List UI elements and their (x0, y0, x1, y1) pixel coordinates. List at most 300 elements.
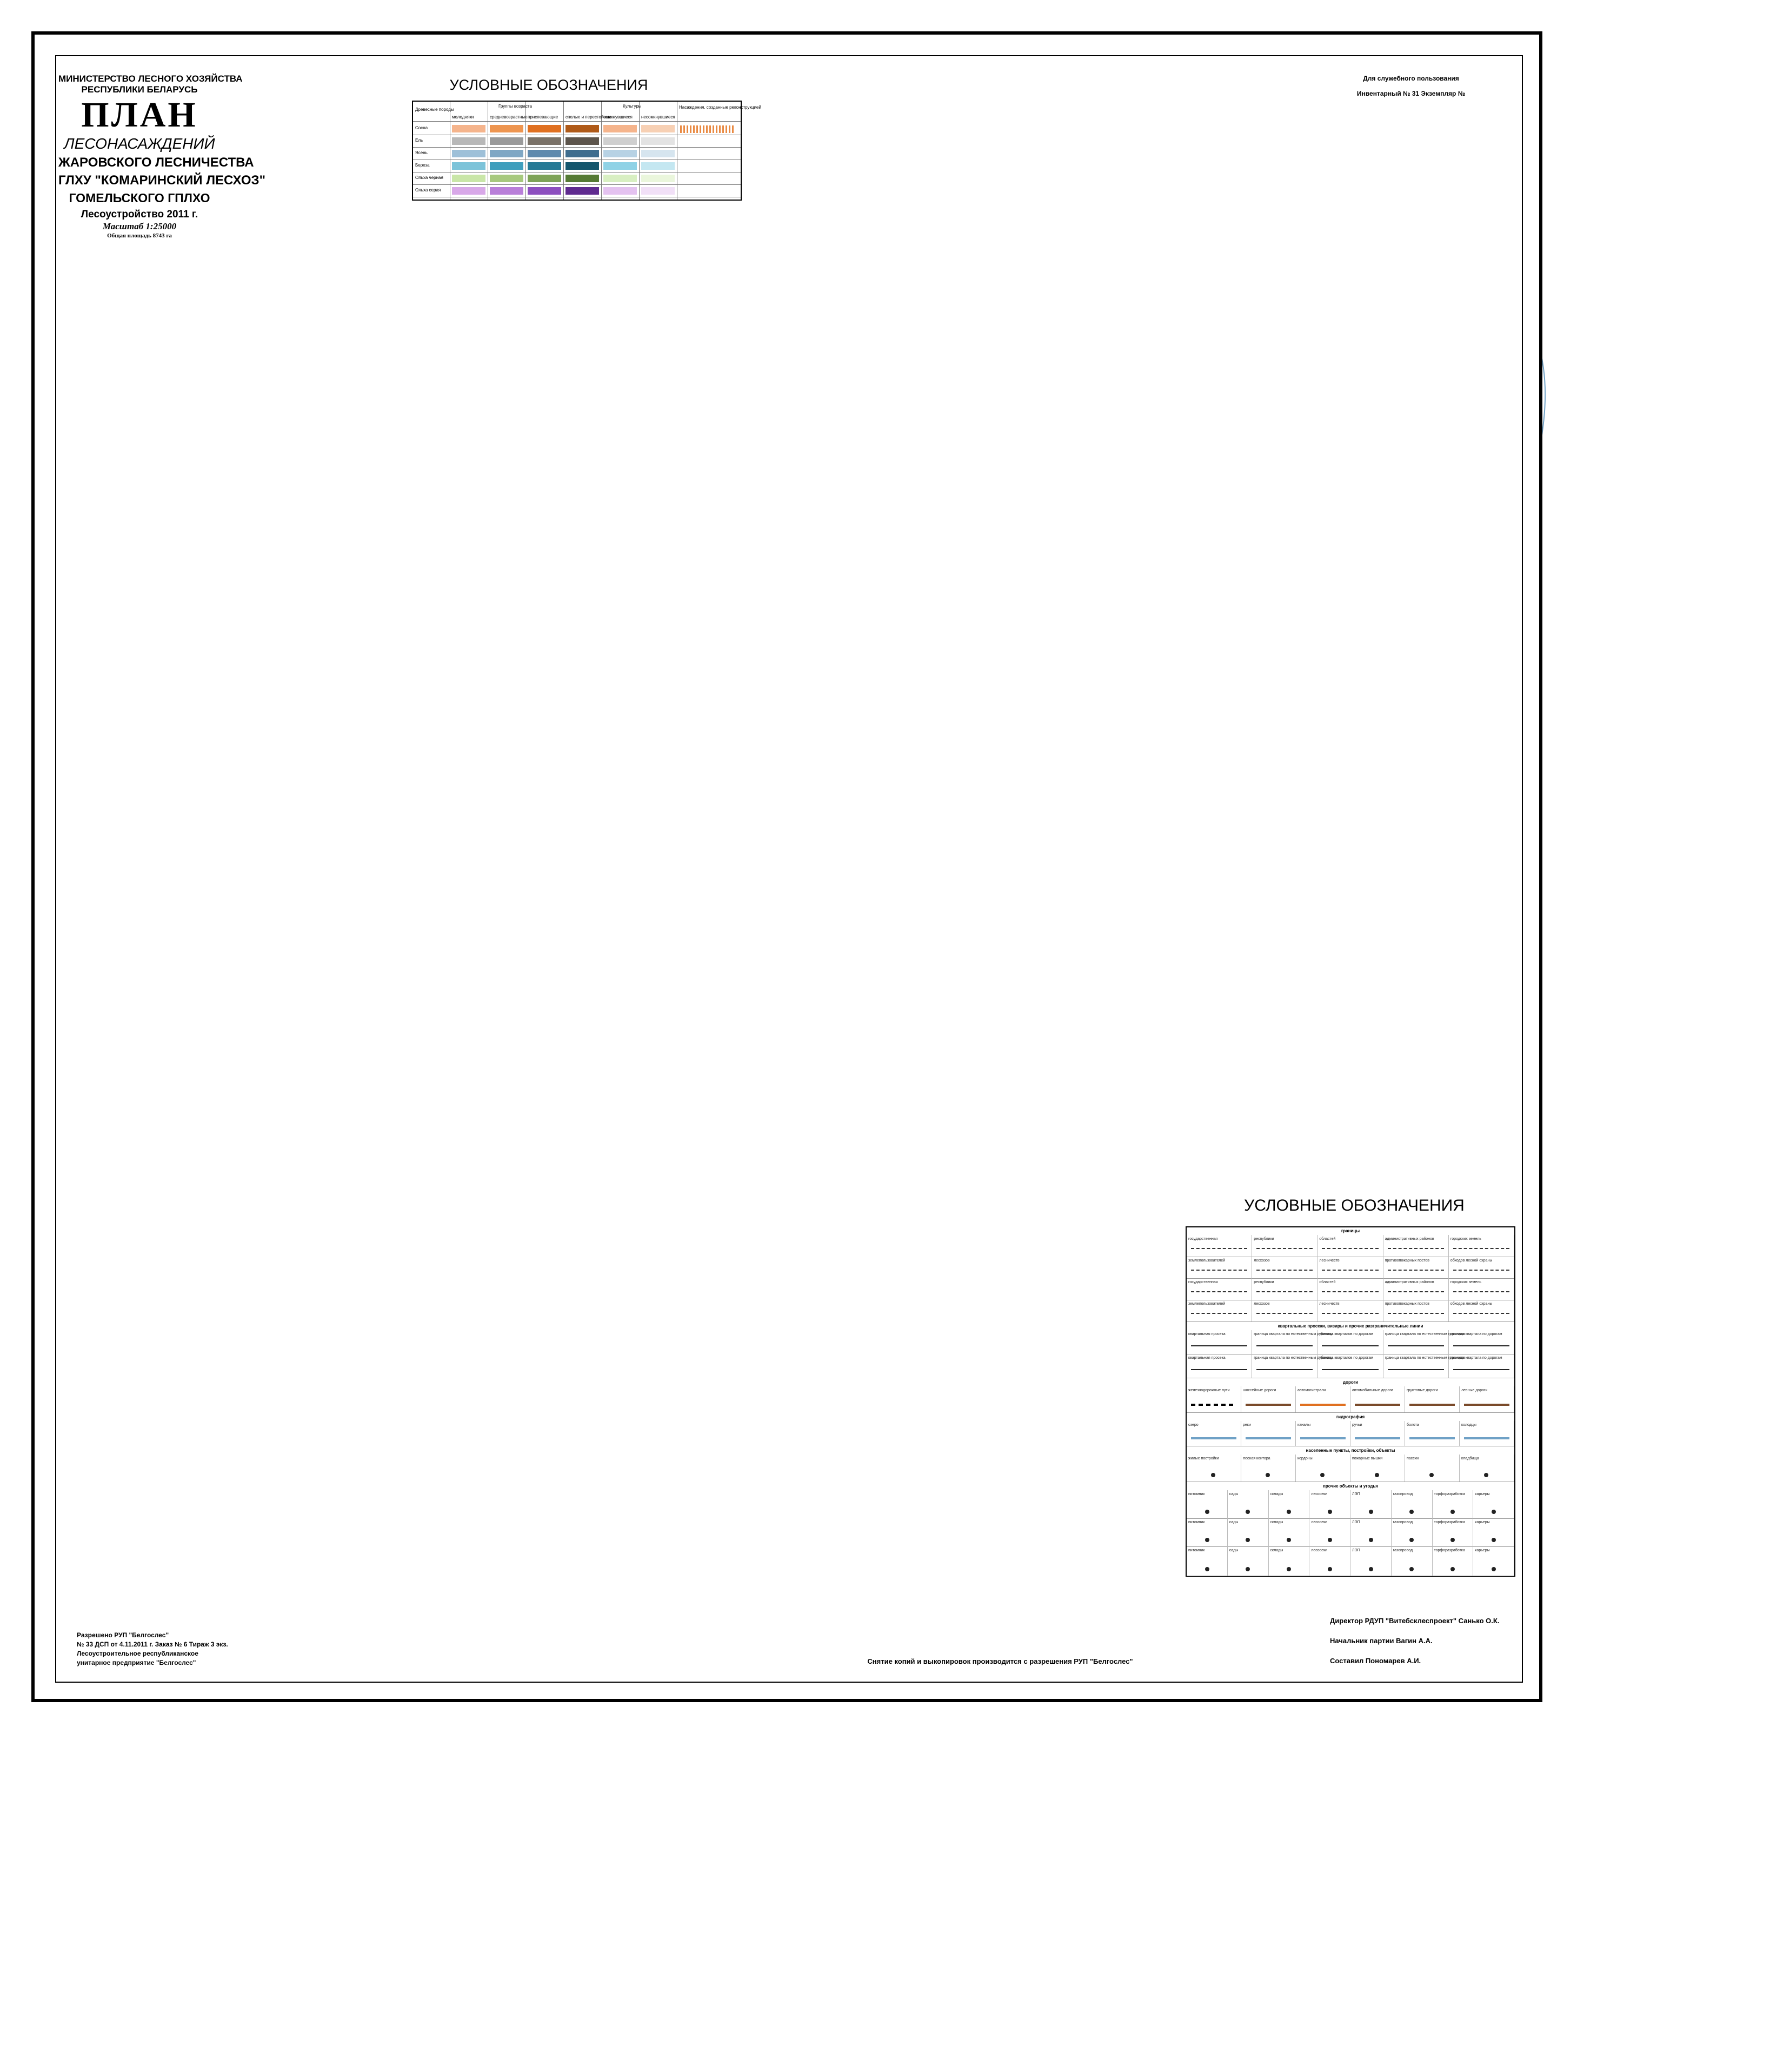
legend-bottom-road-row-cell (1187, 1386, 1241, 1412)
legend-bottom-misc-row-1-symbol (1369, 1510, 1373, 1514)
legend-bottom-road-row-symbol (1246, 1404, 1291, 1406)
legend-top-swatch (490, 187, 523, 195)
legend-bottom-border-row-3-label: республики (1254, 1280, 1274, 1284)
legend-bottom-misc-row-1-symbol (1287, 1510, 1291, 1514)
legend-bottom-border-row-3-cell (1317, 1278, 1383, 1300)
permission-line-2: № 33 ДСП от 4.11.2011 г. Заказ № 6 Тираж 3 экз. (77, 1641, 228, 1648)
legend-bottom-misc-row-3-label: склады (1270, 1549, 1283, 1552)
legend-top-swatch (452, 162, 485, 170)
legend-bottom-hydro-row (1187, 1421, 1514, 1446)
legend-bottom-border-row-4-cell (1252, 1300, 1317, 1321)
legend-bottom-misc-row-1-symbol (1328, 1510, 1332, 1514)
legend-top-swatch (641, 175, 675, 182)
legend-bottom-hydro-row-label: колодцы (1461, 1423, 1476, 1427)
legend-bottom-border-row-2-cell (1252, 1257, 1317, 1278)
legend-bottom-border-row-3-symbol (1256, 1291, 1313, 1294)
legend-bottom-misc-row-2-label: склады (1270, 1520, 1283, 1524)
legend-bottom-object-row-label: лесная контора (1243, 1457, 1270, 1460)
legend-bottom-misc-row-2-cell (1228, 1518, 1269, 1546)
legend-bottom-object-row-cell (1350, 1455, 1405, 1482)
legend-bottom-misc-row-3-label: карьеры (1475, 1549, 1490, 1552)
legend-bottom-hydro-row-label: ручьи (1352, 1423, 1362, 1427)
ministry-line-2: РЕСПУБЛИКИ БЕЛАРУСЬ (81, 84, 198, 95)
legend-bottom-misc-row-3 (1187, 1546, 1514, 1576)
legend-bottom-border-row-4-label: лесхозов (1254, 1302, 1270, 1306)
map-scale: Масштаб 1:25000 (102, 221, 177, 231)
legend-bottom-object-row-symbol (1484, 1473, 1488, 1477)
legend-bottom-hydro-row-cell (1405, 1421, 1460, 1446)
legend-bottom-misc-row-2-label: газопровод (1393, 1520, 1413, 1524)
ministry-title (58, 74, 243, 95)
legend-bottom-hydro-row-label: озеро (1188, 1423, 1199, 1427)
party-chief-signature: Начальник партии Вагин А.А. (1330, 1637, 1433, 1645)
legend-bottom-road-row-label: автомагистрали (1297, 1389, 1326, 1392)
legend-top-table (412, 101, 761, 201)
legend-bottom-object-row-cell (1241, 1455, 1296, 1482)
forestry-name: ЖАРОВСКОГО ЛЕСНИЧЕСТВА (58, 155, 254, 170)
legend-bottom-cut-row-2-cell (1252, 1354, 1333, 1378)
legend-top-header-line (413, 121, 741, 122)
legend-bottom-cut-row-1-symbol (1388, 1345, 1444, 1349)
legend-bottom-misc-row-2-symbol (1369, 1538, 1373, 1542)
legend-top-reconstruction-swatch (680, 125, 734, 133)
legend-top-swatch (603, 137, 637, 145)
legend-bottom-misc-row-2-cell (1433, 1518, 1474, 1546)
legend-bottom-border-row-4-cell (1187, 1300, 1252, 1321)
legend-bottom-misc-row-3-cell (1187, 1546, 1228, 1576)
legend-top-cult-col-1: несомкнувшиеся (641, 115, 675, 119)
legend-bottom-border-row-3-symbol (1388, 1291, 1444, 1294)
legend-bottom-misc-row-2-symbol (1205, 1538, 1209, 1542)
legend-bottom-misc-row-1-cell (1269, 1490, 1310, 1518)
legend-bottom-border-row-3-label: городских земель (1450, 1280, 1481, 1284)
legend-bottom-misc-row-3-symbol (1205, 1567, 1209, 1571)
legend-bottom-border-row-4-symbol (1256, 1313, 1313, 1316)
legend-bottom-misc-row-2 (1187, 1518, 1514, 1547)
legend-bottom-cut-row-2-symbol (1322, 1369, 1378, 1372)
legend-bottom-cut-row-2-label: квартальная просека (1188, 1356, 1226, 1360)
legend-bottom-road-row-cell (1405, 1386, 1460, 1412)
legend-bottom-border-row-2 (1187, 1257, 1514, 1279)
legend-bottom-cut-row-1-cell (1187, 1330, 1252, 1354)
legend-bottom-border-row-4-symbol (1191, 1313, 1247, 1316)
legend-bottom-object-row-cell (1296, 1455, 1350, 1482)
legend-bottom-hydro-row-symbol (1409, 1437, 1455, 1439)
legend-bottom-hydro-row-label: болота (1407, 1423, 1419, 1427)
legend-bottom-border-row-3-symbol (1453, 1291, 1509, 1294)
legend-top-swatch (528, 150, 561, 157)
legend-top-row-label-0: Сосна (415, 125, 428, 130)
legend-bottom-misc-row-3-cell (1392, 1546, 1433, 1576)
legend-bottom-border-row-3-symbol (1191, 1291, 1247, 1294)
legend-top-swatch (603, 125, 637, 132)
legend-bottom-border-row-2-symbol (1191, 1270, 1247, 1273)
legend-bottom-border-row-2-label: землепользователей (1188, 1259, 1226, 1263)
legend-top-swatch (452, 187, 485, 195)
legend-bottom-cut-row-2-label: граница квартала по дорогам (1450, 1356, 1502, 1360)
legend-bottom-misc-row-1-cell (1350, 1490, 1392, 1518)
legend-bottom-object-row-cell (1187, 1455, 1241, 1482)
legend-bottom-misc-row-2-cell (1187, 1518, 1228, 1546)
legend-bottom-misc-row-3-symbol (1287, 1567, 1291, 1571)
legend-bottom-border-row-3-label: государственная (1188, 1280, 1218, 1284)
legend-top-swatch (565, 162, 599, 170)
legend-bottom-misc-row-1-symbol (1409, 1510, 1414, 1514)
legend-bottom-border-row-2-label: обходов лесной охраны (1450, 1259, 1493, 1263)
legend-bottom-misc-row-1-symbol (1492, 1510, 1496, 1514)
legend-bottom-border-row-2-label: противопожарных постов (1385, 1259, 1430, 1263)
legend-bottom-misc-row-1-cell (1392, 1490, 1433, 1518)
legend-bottom-road-row-symbol (1464, 1404, 1509, 1406)
inventory-note: Инвентарный № 31 Экземпляр № (1356, 90, 1466, 97)
legend-bottom-cut-row-1-label: граница квартала по естественным рубежам (1254, 1332, 1333, 1336)
legend-bottom-border-row-1-symbol (1256, 1248, 1313, 1251)
permission-line-1: Разрешено РУП "Белгослес" (77, 1631, 169, 1639)
legend-bottom-misc-row-3-cell (1309, 1546, 1350, 1576)
legend-bottom-hydro-row-cell (1187, 1421, 1241, 1446)
legend-bottom-cut-row-2-symbol (1388, 1369, 1444, 1372)
legend-bottom-road-row-cell (1241, 1386, 1296, 1412)
legend-top-swatch (490, 150, 523, 157)
legend-bottom-object-row-symbol (1211, 1473, 1215, 1477)
legend-bottom-misc-row-2-cell (1309, 1518, 1350, 1546)
total-area: Общая площадь 8743 га (107, 233, 172, 239)
legend-top-cult-col-0: сомкнувшиеся (603, 115, 633, 119)
legend-bottom-misc-row-3-cell (1433, 1546, 1474, 1576)
legend-bottom-border-row-3-label: административных районов (1385, 1280, 1434, 1284)
legend-bottom-border-row-2-label: лесхозов (1254, 1259, 1270, 1263)
legend-bottom-border-row-1-symbol (1322, 1248, 1378, 1251)
legend-bottom-border-row-2-cell (1187, 1257, 1252, 1278)
legend-bottom-border-row-4-symbol (1388, 1313, 1444, 1316)
legend-top-swatch (641, 125, 675, 132)
legend-top-swatch (528, 125, 561, 132)
legend-top-age-header: Группы возраста (498, 104, 532, 109)
copy-notice: Снятие копий и выкопировок производится с разрешения РУП "Белгослес" (867, 1657, 1133, 1665)
legend-bottom-misc-row-3-label: газопровод (1393, 1549, 1413, 1552)
legend-top-swatch (565, 187, 599, 195)
permission-line-4: унитарное предприятие "Белгослес" (77, 1659, 196, 1666)
legend-bottom-cut-row-1-symbol (1453, 1345, 1509, 1349)
legend-bottom-misc-row-3-label: торфоразработка (1434, 1549, 1465, 1552)
legend-top-swatch (565, 137, 599, 145)
legend-bottom-hydro-row-symbol (1191, 1437, 1236, 1439)
legend-bottom-object-row-label: кладбища (1461, 1457, 1479, 1460)
legend-top-row-label-5: Ольха серая (415, 188, 441, 192)
legend-top-swatch (641, 150, 675, 157)
legend-bottom-object-row (1187, 1455, 1514, 1482)
legend-bottom-border-row-4-label: обходов лесной охраны (1450, 1302, 1493, 1306)
legend-bottom-hydro-row-symbol (1355, 1437, 1400, 1439)
legend-bottom-border-row-4-label: лесничеств (1319, 1302, 1340, 1306)
legend-bottom-cut-row-2-cell (1449, 1354, 1514, 1378)
legend-bottom-hydro-row-symbol (1464, 1437, 1509, 1439)
legend-bottom-road-row-cell (1296, 1386, 1350, 1412)
legend-top-cult-header: Культуры (623, 104, 642, 109)
legend-bottom-cut-row-2-cell (1317, 1354, 1383, 1378)
legend-bottom-object-row-symbol (1320, 1473, 1325, 1477)
legend-bottom-border-row-4-cell (1449, 1300, 1514, 1321)
legend-bottom-border-row-2-label: лесничеств (1319, 1259, 1340, 1263)
legend-top-swatch (641, 137, 675, 145)
legend-bottom-misc-row-1-label: склады (1270, 1492, 1283, 1496)
legend-bottom-misc-row-3-label: ЛЭП (1352, 1549, 1360, 1552)
legend-bottom-misc-row-1-label: карьеры (1475, 1492, 1490, 1496)
legend-bottom-misc-row-3-cell (1473, 1546, 1514, 1576)
legend-bottom-section-misc: прочие объекты и угодья (1323, 1484, 1378, 1489)
legend-bottom-misc-row-2-cell (1269, 1518, 1310, 1546)
legend-bottom-border-row-4-symbol (1322, 1313, 1378, 1316)
legend-bottom-misc-row-1 (1187, 1490, 1514, 1519)
legend-bottom-border-row-2-cell (1449, 1257, 1514, 1278)
legend-top-swatch (490, 137, 523, 145)
legend-bottom-cut-row-1-label: граница квартала по дорогам (1450, 1332, 1502, 1336)
legend-top-age-col-0: молодняки (452, 115, 474, 119)
legend-bottom-misc-row-3-label: лесосеки (1311, 1549, 1328, 1552)
legend-top-age-col-1: средневозрастные (490, 115, 528, 119)
legend-top-swatch (528, 175, 561, 182)
legend-bottom-cut-row-2 (1187, 1354, 1514, 1378)
legend-bottom-object-row-symbol (1429, 1473, 1434, 1477)
legend-top-swatch (490, 175, 523, 182)
legend-bottom-cut-row-1-label: граница кварталов по дорогам (1319, 1332, 1373, 1336)
legend-bottom-section-hydro: гидрография (1336, 1414, 1365, 1419)
legend-bottom-object-row-label: пасеки (1407, 1457, 1419, 1460)
legend-top-title: УСЛОВНЫЕ ОБОЗНАЧЕНИЯ (449, 77, 648, 93)
legend-top-swatch (603, 150, 637, 157)
legend-bottom-hydro-row-cell (1350, 1421, 1405, 1446)
legend-bottom-border-row-3-cell (1449, 1278, 1514, 1300)
legend-bottom-cut-row-1 (1187, 1330, 1514, 1354)
legend-bottom-misc-row-3-cell (1350, 1546, 1392, 1576)
legend-bottom-misc-row-1-symbol (1450, 1510, 1455, 1514)
legend-bottom-road-row-symbol (1409, 1404, 1455, 1406)
legend-bottom-object-row-cell (1405, 1455, 1460, 1482)
legend-bottom-cut-row-1-symbol (1191, 1345, 1247, 1349)
leshoz-name: ГЛХУ "КОМАРИНСКИЙ ЛЕСХОЗ" (58, 173, 265, 188)
legend-top-row-label-1: Ель (415, 138, 423, 143)
legend-bottom-border-row-2-symbol (1322, 1270, 1378, 1273)
legend-bottom-road-row-label: шоссейные дороги (1243, 1389, 1276, 1392)
legend-bottom-cut-row-2-symbol (1453, 1369, 1509, 1372)
legend-bottom-border-row-1-label: городских земель (1450, 1237, 1481, 1241)
legend-top-swatch (452, 137, 485, 145)
legend-bottom-misc-row-2-cell (1350, 1518, 1392, 1546)
legend-bottom-border-row-4-cell (1383, 1300, 1449, 1321)
legend-bottom-border-row-1-label: государственная (1188, 1237, 1218, 1241)
legend-bottom-object-row-label: жилые постройки (1188, 1457, 1219, 1460)
legend-bottom-object-row-cell (1460, 1455, 1514, 1482)
legend-bottom-border-row-1-cell (1187, 1235, 1252, 1257)
legend-bottom-border-row-1-symbol (1191, 1248, 1247, 1251)
permission-line-3: Лесоустроительное республиканское (77, 1650, 198, 1657)
legend-bottom-border-row-3-label: областей (1319, 1280, 1336, 1284)
legend-bottom-road-row-label: лесные дороги (1461, 1389, 1488, 1392)
legend-bottom-misc-row-3-symbol (1492, 1567, 1496, 1571)
legend-bottom-misc-row-3-symbol (1246, 1567, 1250, 1571)
legend-bottom-border-row-1-label: областей (1319, 1237, 1336, 1241)
legend-bottom-misc-row-3-cell (1269, 1546, 1310, 1576)
legend-top-swatch (452, 175, 485, 182)
legend-bottom-hydro-row-label: реки (1243, 1423, 1251, 1427)
legend-top-age-col-3: спелые и перестойные (565, 115, 612, 119)
legend-bottom-object-row-symbol (1375, 1473, 1379, 1477)
legend-bottom-cut-row-1-symbol (1322, 1345, 1378, 1349)
legend-bottom-cut-row-1-cell (1449, 1330, 1514, 1354)
legend-bottom-road-row (1187, 1386, 1514, 1413)
legend-bottom-misc-row-1-cell (1433, 1490, 1474, 1518)
legend-top-row-line (413, 147, 741, 148)
legend-top-swatch (452, 125, 485, 132)
legend-bottom-border-row-1-cell (1449, 1235, 1514, 1257)
legend-bottom-object-row-symbol (1266, 1473, 1270, 1477)
legend-bottom-misc-row-3-symbol (1450, 1567, 1455, 1571)
legend-bottom-road-row-label: железнодорожные пути (1188, 1389, 1230, 1392)
legend-bottom-misc-row-2-symbol (1492, 1538, 1496, 1542)
legend-bottom-cut-row-2-cell (1383, 1354, 1465, 1378)
legend-bottom-border-row-1-cell (1317, 1235, 1383, 1257)
legend-bottom-road-row-label: автомобильные дороги (1352, 1389, 1393, 1392)
legend-bottom-misc-row-1-label: ЛЭП (1352, 1492, 1360, 1496)
legend-top-swatch (603, 162, 637, 170)
legend-top-swatch (565, 150, 599, 157)
legend-bottom-border-row-4 (1187, 1300, 1514, 1322)
legend-bottom-misc-row-2-cell (1473, 1518, 1514, 1546)
survey-year: Лесоустройство 2011 г. (81, 209, 198, 220)
legend-bottom-cut-row-1-cell (1252, 1330, 1333, 1354)
legend-top-row-label-3: Береза (415, 163, 430, 168)
legend-bottom-road-row-cell (1460, 1386, 1514, 1412)
legend-top-swatch (452, 150, 485, 157)
legend-bottom-cut-row-2-label: граница квартала по естественным рубежам (1254, 1356, 1333, 1360)
legend-bottom-misc-row-1-cell (1187, 1490, 1228, 1518)
legend-bottom-misc-row-2-symbol (1246, 1538, 1250, 1542)
plan-type: ЛЕСОНАСАЖДЕНИЙ (64, 135, 215, 152)
legend-bottom-border-row-2-symbol (1453, 1270, 1509, 1273)
legend-bottom-misc-row-2-symbol (1450, 1538, 1455, 1542)
legend-bottom-table (1186, 1226, 1515, 1577)
legend-bottom-hydro-row-label: каналы (1297, 1423, 1310, 1427)
legend-bottom-object-row-label: пожарные вышки (1352, 1457, 1383, 1460)
legend-bottom-section-roads: дороги (1343, 1380, 1358, 1385)
legend-top-row-label-4: Ольха черная (415, 175, 443, 180)
legend-bottom-cut-row-2-label: граница кварталов по дорогам (1319, 1356, 1373, 1360)
legend-bottom-section-borders: границы (1341, 1228, 1360, 1233)
legend-bottom-road-row-label: грунтовые дороги (1407, 1389, 1438, 1392)
legend-bottom-border-row-3 (1187, 1278, 1514, 1300)
legend-bottom-misc-row-2-label: торфоразработка (1434, 1520, 1465, 1524)
legend-bottom-section-cuts: квартальные просеки, визиры и прочие разграничительные линии (1277, 1324, 1423, 1329)
legend-bottom-border-row-4-cell (1317, 1300, 1383, 1321)
legend-bottom-title: УСЛОВНЫЕ ОБОЗНАЧЕНИЯ (1244, 1197, 1465, 1214)
legend-top-species-header: Древесные породы (415, 107, 454, 112)
glho-name: ГОМЕЛЬСКОГО ГПЛХО (69, 191, 210, 205)
legend-top-swatch (490, 162, 523, 170)
legend-bottom-road-row-cell (1350, 1386, 1405, 1412)
legend-bottom-misc-row-2-label: сады (1229, 1520, 1239, 1524)
legend-bottom-road-row-symbol (1300, 1404, 1346, 1406)
legend-bottom-misc-row-3-label: сады (1229, 1549, 1239, 1552)
legend-bottom-misc-row-2-symbol (1287, 1538, 1291, 1542)
legend-bottom-border-row-4-label: противопожарных постов (1385, 1302, 1430, 1306)
legend-bottom-misc-row-2-cell (1392, 1518, 1433, 1546)
legend-bottom-hydro-row-cell (1460, 1421, 1514, 1446)
legend-bottom-misc-row-1-label: питомник (1188, 1492, 1205, 1496)
legend-bottom-misc-row-2-symbol (1328, 1538, 1332, 1542)
legend-bottom-border-row-1-label: административных районов (1385, 1237, 1434, 1241)
legend-bottom-misc-row-3-symbol (1409, 1567, 1414, 1571)
composer-signature: Составил Пономарев А.И. (1330, 1657, 1421, 1665)
legend-bottom-cut-row-2-symbol (1191, 1369, 1247, 1372)
legend-bottom-misc-row-1-cell (1228, 1490, 1269, 1518)
legend-top-swatch (528, 162, 561, 170)
ministry-line-1: МИНИСТЕРСТВО ЛЕСНОГО ХОЗЯЙСТВА (58, 74, 243, 84)
legend-bottom-cut-row-1-symbol (1256, 1345, 1313, 1349)
legend-top-row-line (413, 184, 741, 185)
legend-bottom-misc-row-3-symbol (1369, 1567, 1373, 1571)
legend-bottom-misc-row-2-label: ЛЭП (1352, 1520, 1360, 1524)
legend-bottom-cut-row-1-cell (1317, 1330, 1383, 1354)
legend-top-swatch (603, 175, 637, 182)
legend-bottom-border-row-2-cell (1383, 1257, 1449, 1278)
legend-top-swatch (641, 162, 675, 170)
legend-bottom-hydro-row-cell (1241, 1421, 1296, 1446)
legend-bottom-hydro-row-cell (1296, 1421, 1350, 1446)
legend-top-row-label-2: Ясень (415, 150, 428, 155)
legend-top-swatch (565, 175, 599, 182)
legend-bottom-misc-row-3-symbol (1328, 1567, 1332, 1571)
legend-bottom-border-row-1-cell (1383, 1235, 1449, 1257)
legend-bottom-border-row-4-symbol (1453, 1313, 1509, 1316)
legend-bottom-hydro-row-symbol (1246, 1437, 1291, 1439)
legend-bottom-road-row-symbol (1355, 1404, 1400, 1406)
legend-bottom-cut-row-2-cell (1187, 1354, 1252, 1378)
legend-bottom-border-row-3-symbol (1322, 1291, 1378, 1294)
legend-bottom-misc-row-2-label: питомник (1188, 1520, 1205, 1524)
legend-bottom-border-row-1-cell (1252, 1235, 1317, 1257)
legend-top-other-header: Насаждения, созданные реконструкцией (679, 105, 761, 110)
legend-top-swatch (603, 187, 637, 195)
legend-top-swatch (565, 125, 599, 132)
legend-bottom-misc-row-1-label: лесосеки (1311, 1492, 1328, 1496)
legend-bottom-misc-row-2-symbol (1409, 1538, 1414, 1542)
legend-bottom-border-row-2-symbol (1256, 1270, 1313, 1273)
legend-bottom-hydro-row-symbol (1300, 1437, 1346, 1439)
legend-bottom-border-row-2-symbol (1388, 1270, 1444, 1273)
legend-bottom-border-row-4-label: землепользователей (1188, 1302, 1226, 1306)
plan-title: ПЛАН (81, 95, 198, 135)
legend-bottom-misc-row-3-label: питомник (1188, 1549, 1205, 1552)
legend-bottom-cut-row-1-label: граница квартала по естественным границам (1385, 1332, 1465, 1336)
legend-bottom-misc-row-1-cell (1309, 1490, 1350, 1518)
legend-bottom-border-row-1-symbol (1388, 1248, 1444, 1251)
legend-bottom-border-row-1-label: республики (1254, 1237, 1274, 1241)
director-signature: Директор РДУП "Витебсклеспроект" Санько О.К. (1330, 1617, 1500, 1625)
legend-bottom-object-row-label: кордоны (1297, 1457, 1313, 1460)
legend-top-age-col-2: приспевающие (528, 115, 558, 119)
legend-bottom-misc-row-2-label: лесосеки (1311, 1520, 1328, 1524)
legend-bottom-border-row-3-cell (1383, 1278, 1449, 1300)
legend-bottom-border-row-3-cell (1187, 1278, 1252, 1300)
legend-bottom-misc-row-1-symbol (1205, 1510, 1209, 1514)
legend-bottom-misc-row-2-label: карьеры (1475, 1520, 1490, 1524)
legend-bottom-misc-row-1-label: торфоразработка (1434, 1492, 1465, 1496)
legend-bottom-cut-row-1-label: квартальная просека (1188, 1332, 1226, 1336)
legend-bottom-section-objects: населенные пункты, постройки, объекты (1306, 1448, 1395, 1453)
legend-top-swatch (490, 125, 523, 132)
legend-top-swatch (528, 137, 561, 145)
restricted-use-note: Для служебного пользования (1363, 75, 1459, 82)
